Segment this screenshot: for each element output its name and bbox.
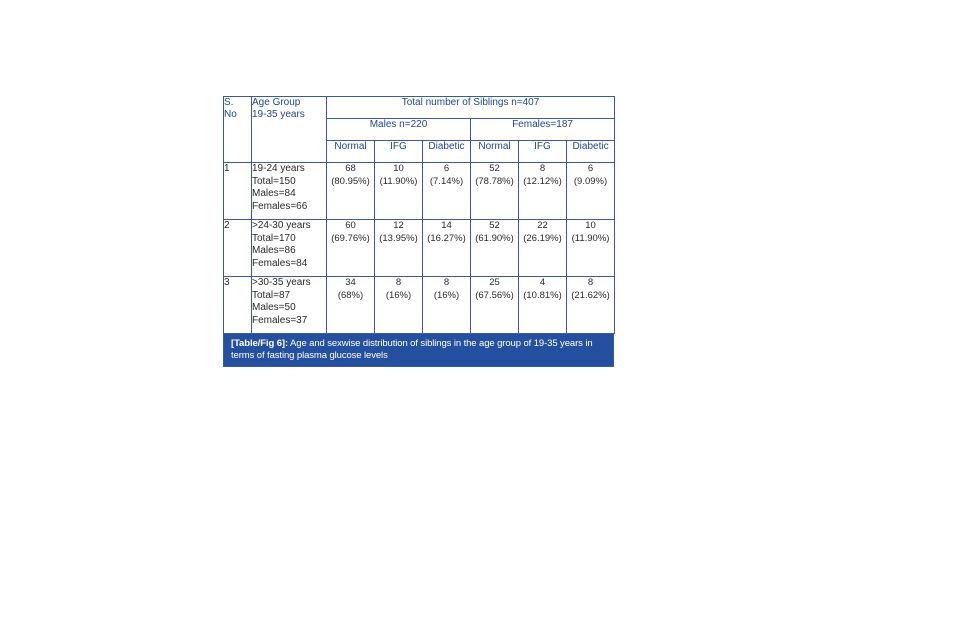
header-row-1	[224, 97, 615, 119]
age-males: Males=86	[252, 245, 296, 256]
cell-female-normal	[471, 277, 519, 334]
cell-count: 52	[489, 163, 500, 174]
cell-percent: (69.76%)	[331, 232, 370, 244]
cell-female-ifg	[519, 220, 567, 277]
cell-count: 8	[443, 277, 450, 288]
cell-count: 8	[539, 163, 546, 174]
cell-female-diabetic	[567, 220, 615, 277]
row-sno: 2	[224, 220, 252, 277]
total-siblings-header: Total number of Siblings n=407	[327, 97, 615, 119]
females-header: Females=187	[471, 119, 615, 141]
age-total: Total=150	[252, 175, 296, 187]
cell-female-ifg	[519, 277, 567, 334]
row-sno: 3	[224, 277, 252, 334]
row-sno: 1	[224, 163, 252, 220]
age-range: 19-24 years	[252, 163, 305, 174]
age-range: >30-35 years	[252, 277, 311, 288]
age-females: Females=66	[252, 200, 308, 212]
table-caption	[223, 333, 614, 367]
sno-header	[224, 97, 252, 163]
males-header: Males n=220	[327, 119, 471, 141]
data-table	[223, 96, 615, 334]
row-age-group	[252, 277, 327, 334]
cell-female-normal	[471, 163, 519, 220]
table-row	[224, 163, 615, 220]
sno-header-line1: S.	[224, 97, 234, 108]
caption-text: Age and sexwise distribution of siblings in the age group of 19-35 years in terms of fasting plasma glucose levels	[231, 338, 593, 361]
cell-count: 10	[585, 220, 596, 231]
cell-percent: (80.95%)	[331, 175, 370, 187]
cell-count: 6	[443, 163, 450, 174]
cell-count: 12	[393, 220, 404, 231]
row-age-group	[252, 220, 327, 277]
cell-count: 25	[489, 277, 500, 288]
table-row	[224, 277, 615, 334]
sno-header-line2: No	[224, 109, 237, 120]
cell-count: 10	[393, 163, 404, 174]
cell-percent: (7.14%)	[429, 175, 464, 187]
cell-percent: (16%)	[433, 289, 460, 301]
cell-female-diabetic	[567, 163, 615, 220]
cell-female-diabetic	[567, 277, 615, 334]
cell-male-normal	[327, 220, 375, 277]
row-age-group	[252, 163, 327, 220]
cell-count: 52	[489, 220, 500, 231]
cell-count: 6	[587, 163, 594, 174]
subcol-male-diabetic: Diabetic	[423, 141, 471, 163]
age-males: Males=50	[252, 302, 296, 313]
age-total: Total=87	[252, 289, 291, 301]
cell-percent: (13.95%)	[379, 232, 418, 244]
age-females: Females=84	[252, 257, 308, 269]
cell-count: 34	[345, 277, 356, 288]
table-figure	[223, 96, 614, 367]
cell-count: 60	[345, 220, 356, 231]
cell-count: 22	[537, 220, 548, 231]
age-total: Total=170	[252, 232, 296, 244]
cell-percent: (68%)	[337, 289, 364, 301]
cell-male-ifg	[375, 163, 423, 220]
subcol-female-diabetic: Diabetic	[567, 141, 615, 163]
cell-male-normal	[327, 277, 375, 334]
cell-percent: (61.90%)	[475, 232, 514, 244]
table-row	[224, 220, 615, 277]
cell-male-diabetic	[423, 277, 471, 334]
age-header-line2: 19-35 years	[252, 109, 305, 120]
age-range: >24-30 years	[252, 220, 311, 231]
cell-percent: (21.62%)	[571, 289, 610, 301]
cell-male-ifg	[375, 277, 423, 334]
cell-male-diabetic	[423, 220, 471, 277]
age-group-header	[252, 97, 327, 163]
cell-percent: (78.78%)	[475, 175, 514, 187]
subcol-female-ifg: IFG	[519, 141, 567, 163]
age-males: Males=84	[252, 188, 296, 199]
cell-male-ifg	[375, 220, 423, 277]
cell-percent: (10.81%)	[523, 289, 562, 301]
cell-percent: (26.19%)	[523, 232, 562, 244]
age-females: Females=37	[252, 314, 308, 326]
cell-count: 14	[441, 220, 452, 231]
cell-count: 8	[395, 277, 402, 288]
cell-percent: (12.12%)	[523, 175, 562, 187]
cell-percent: (16%)	[385, 289, 412, 301]
cell-female-ifg	[519, 163, 567, 220]
cell-percent: (67.56%)	[475, 289, 514, 301]
age-header-line1: Age Group	[252, 97, 301, 108]
cell-percent: (11.90%)	[379, 175, 418, 187]
cell-count: 4	[539, 277, 546, 288]
cell-percent: (9.09%)	[573, 175, 608, 187]
cell-count: 8	[587, 277, 594, 288]
cell-percent: (11.90%)	[571, 232, 610, 244]
subcol-male-ifg: IFG	[375, 141, 423, 163]
cell-count: 68	[345, 163, 356, 174]
cell-percent: (16.27%)	[427, 232, 466, 244]
cell-male-normal	[327, 163, 375, 220]
cell-male-diabetic	[423, 163, 471, 220]
subcol-male-normal: Normal	[327, 141, 375, 163]
caption-label: [Table/Fig 6]:	[231, 338, 289, 349]
cell-female-normal	[471, 220, 519, 277]
subcol-female-normal: Normal	[471, 141, 519, 163]
